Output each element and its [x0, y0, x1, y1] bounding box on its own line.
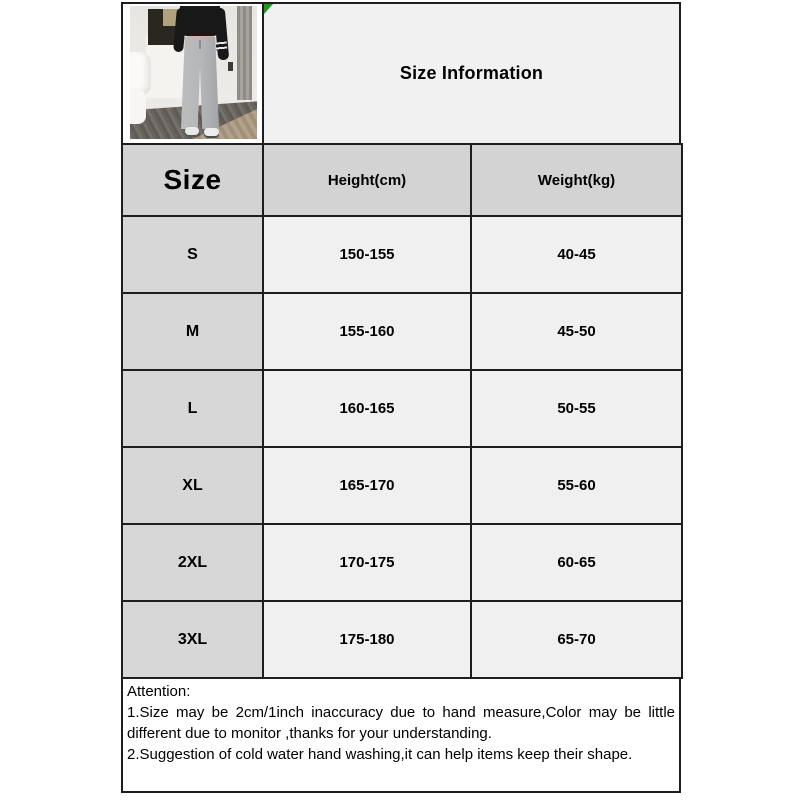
size-cell: 2XL	[122, 524, 263, 601]
model-pants-drawstring	[199, 40, 201, 49]
model-left-sneaker	[185, 127, 199, 135]
size-cell: M	[122, 293, 263, 370]
height-cell: 175-180	[263, 601, 471, 678]
weight-cell: 65-70	[471, 601, 682, 678]
height-cell: 150-155	[263, 216, 471, 293]
attention-note	[121, 679, 681, 793]
photo-pouf	[130, 90, 146, 124]
photo-wall-switch	[228, 62, 233, 71]
size-table-header-row	[122, 144, 682, 216]
attention-line-2: 2.Suggestion of cold water hand washing,it can help items keep their shape.	[127, 746, 633, 763]
size-cell: 3XL	[122, 601, 263, 678]
table-row-xl	[122, 447, 682, 524]
top-row	[121, 2, 681, 143]
page-title: Size Information	[399, 63, 544, 83]
col-header-size: Size	[122, 144, 263, 216]
model-sleeve-stripes	[216, 42, 228, 51]
attention-line-1: 1.Size may be 2cm/1inch inaccuracy due to hand measure,Color may be little different due to monitor ,thanks for your understanding.	[127, 704, 675, 742]
height-cell: 155-160	[263, 293, 471, 370]
attention-heading: Attention:	[127, 683, 191, 700]
table-row-3xl	[122, 601, 682, 678]
size-table	[121, 143, 683, 679]
product-photo-cell	[123, 4, 264, 143]
product-photo	[130, 6, 257, 139]
model-right-sneaker	[204, 128, 219, 136]
height-cell: 165-170	[263, 447, 471, 524]
table-row-s	[122, 216, 682, 293]
weight-cell: 50-55	[471, 370, 682, 447]
col-header-weight: Weight(kg)	[471, 144, 682, 216]
size-cell: XL	[122, 447, 263, 524]
weight-cell: 40-45	[471, 216, 682, 293]
table-row-l	[122, 370, 682, 447]
table-row-m	[122, 293, 682, 370]
weight-cell: 55-60	[471, 447, 682, 524]
green-corner-marker-icon	[264, 4, 273, 14]
col-header-height: Height(cm)	[263, 144, 471, 216]
size-chart-sheet	[121, 2, 681, 793]
weight-cell: 60-65	[471, 524, 682, 601]
height-cell: 160-165	[263, 370, 471, 447]
height-cell: 170-175	[263, 524, 471, 601]
size-cell: L	[122, 370, 263, 447]
photo-curtain	[237, 6, 252, 100]
weight-cell: 45-50	[471, 293, 682, 370]
model-black-top	[180, 6, 220, 36]
title-cell	[264, 4, 679, 143]
size-cell: S	[122, 216, 263, 293]
table-row-2xl	[122, 524, 682, 601]
